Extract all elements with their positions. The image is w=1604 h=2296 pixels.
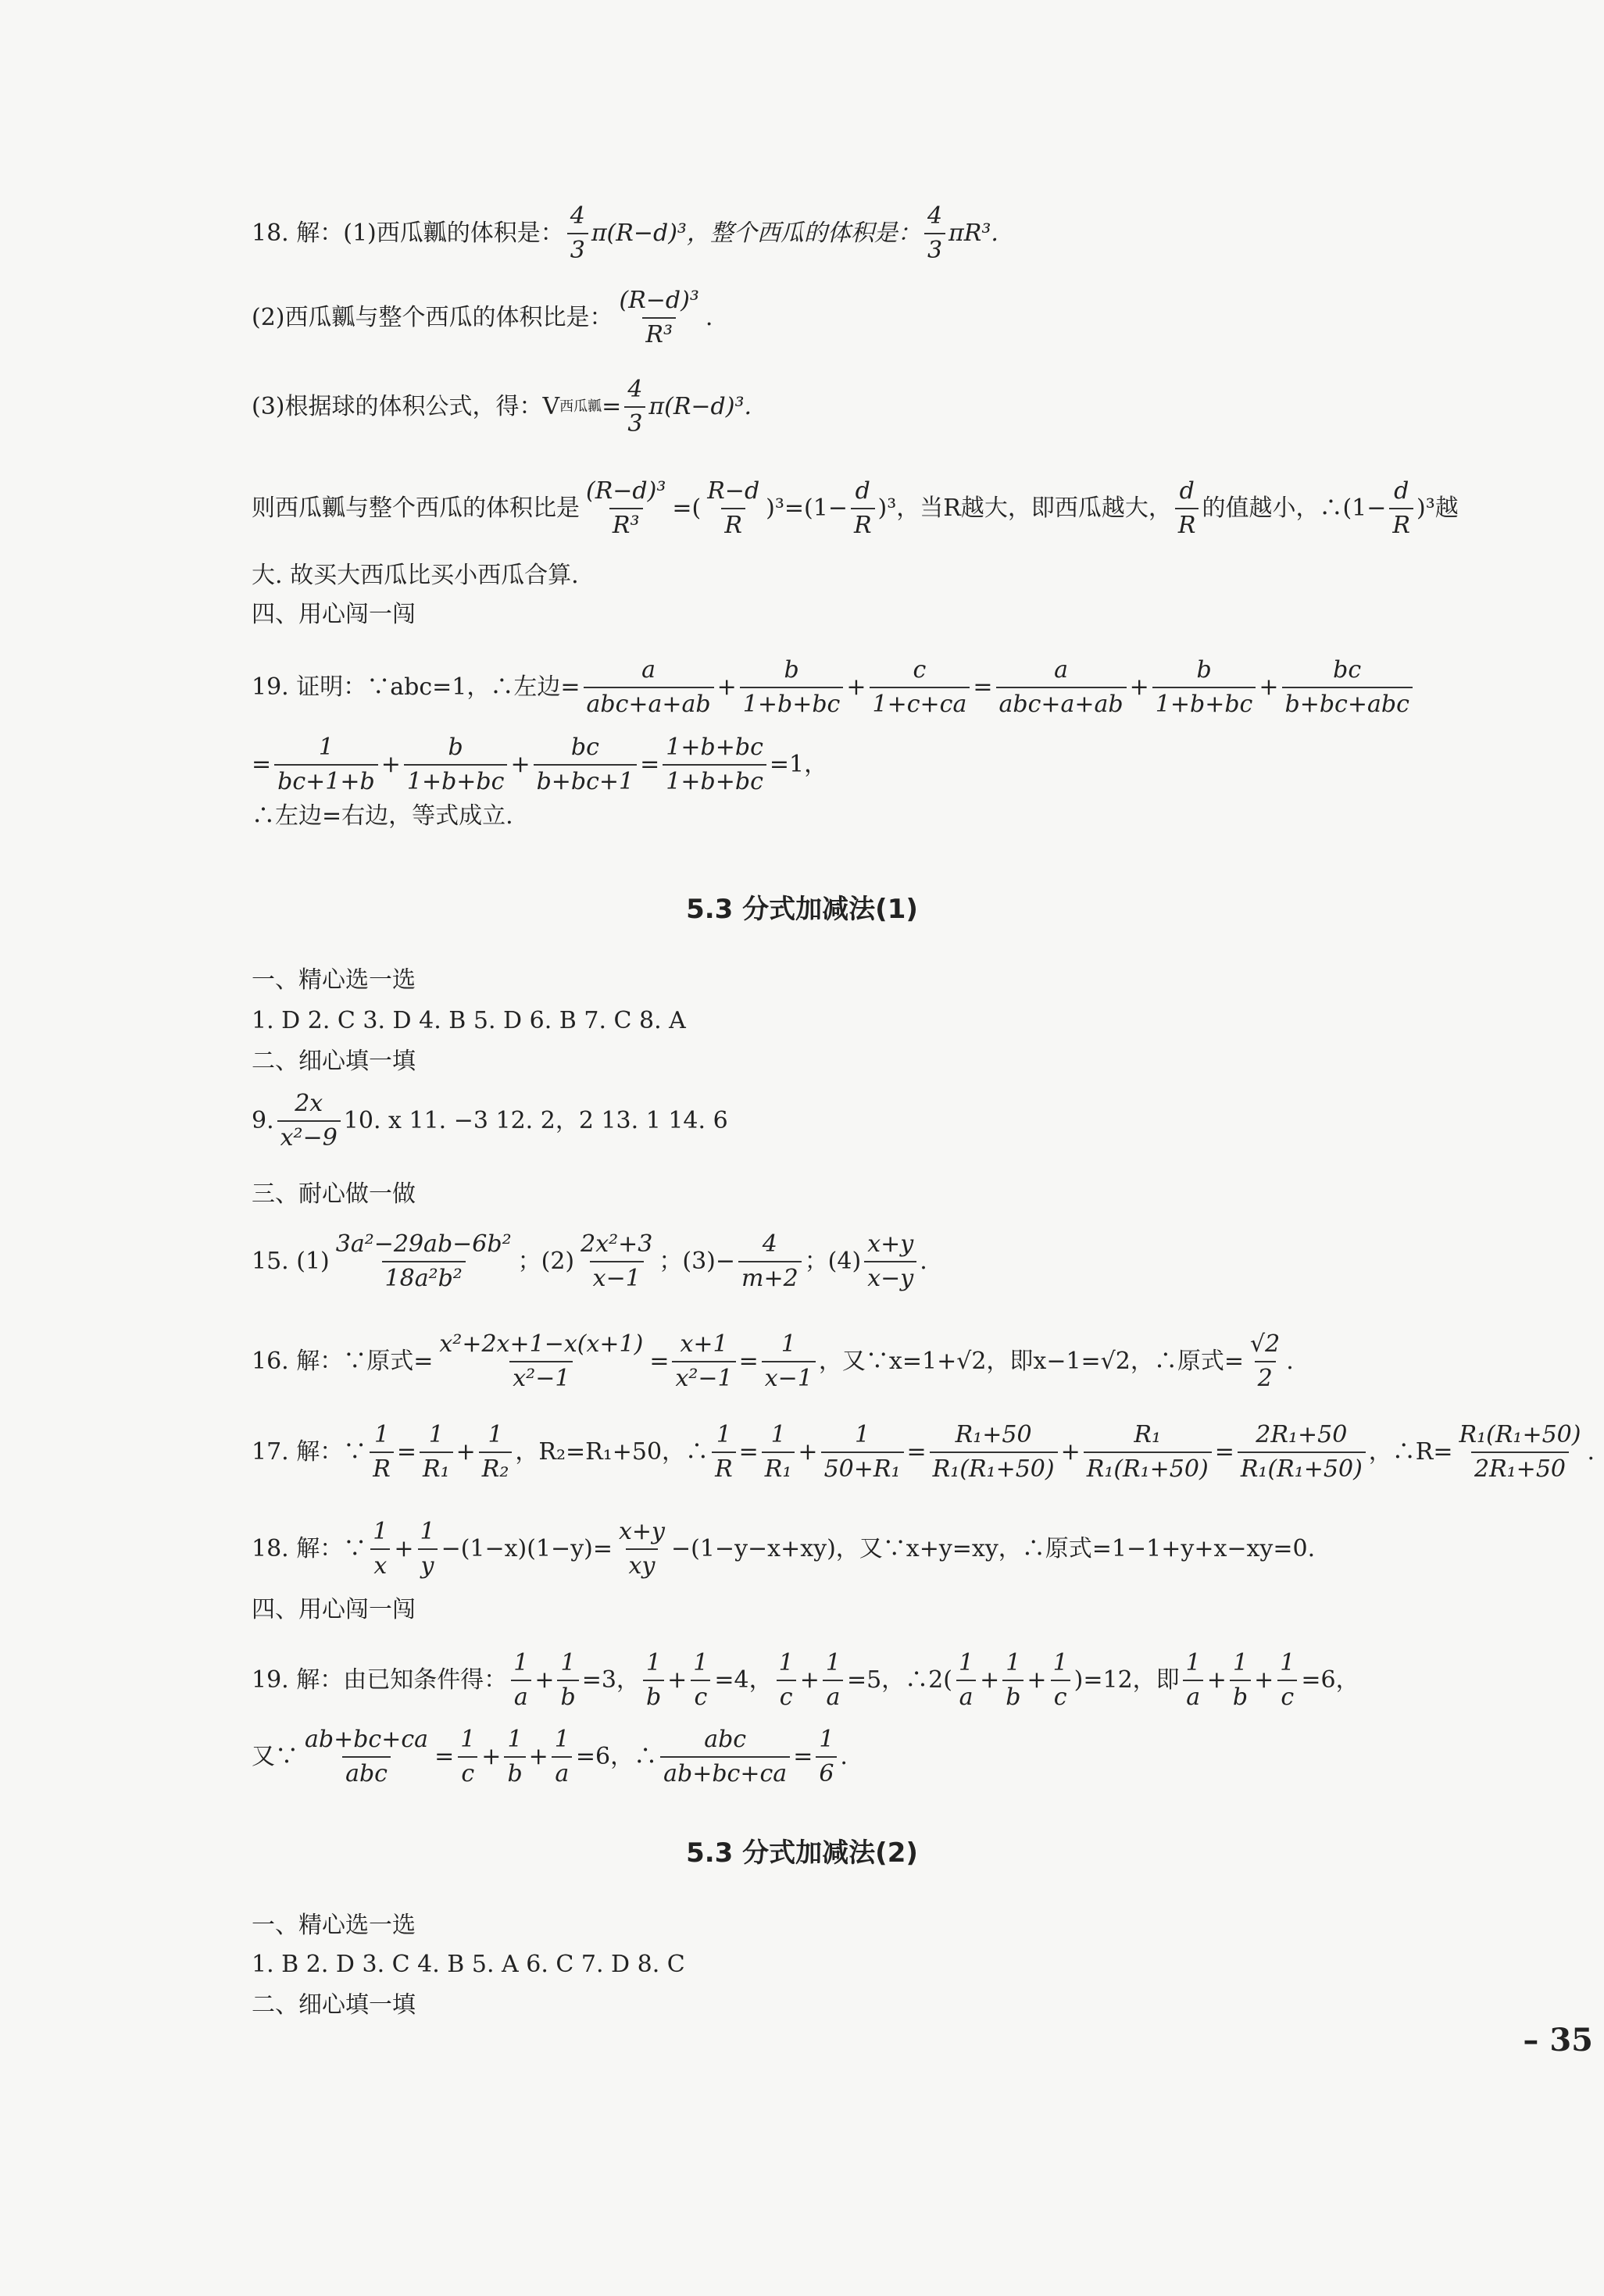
- text: 9.: [252, 1107, 274, 1134]
- fraction: $\frac{b}{1+b+bc}$: [740, 659, 844, 716]
- fraction: $\frac{1}{R}$: [712, 1423, 736, 1481]
- text: )=12，即: [1074, 1666, 1180, 1694]
- text: =6，∴: [575, 1743, 658, 1770]
- text-line: ∴左边=右边，等式成立.: [252, 802, 513, 830]
- fraction: $\frac{bc}{b+bc+1}$: [534, 736, 638, 794]
- text: )³=(1−: [766, 495, 848, 522]
- fraction: $\frac{1}{\text{50+R₁}}$: [821, 1423, 904, 1481]
- fraction: $\frac{x+y}{xy}$: [618, 1518, 665, 1580]
- line-19-proof: 19. 证明：∵abc=1，∴左边= $\frac{a}{\text{abc+a+ab}}$ + $\frac{b}{1+b+bc}$ + $\frac{c}{1+c+ca}$ = $\frac{a}{\text{abc+a+ab}}$ + $\frac{b}{1+b+bc}$ + $\frac{bc}{\text{b+bc+abc}}$: [252, 659, 1416, 716]
- fraction: $\frac{1}{a}$: [956, 1651, 977, 1709]
- section-heading: 四、用心闯一闯: [252, 601, 416, 628]
- text: 10. x 11. −3 12. 2，2 13. 1 14. 6: [343, 1107, 728, 1134]
- text: 则西瓜瓤与整个西瓜的体积比是: [252, 495, 580, 522]
- line-18-1: [252, 202, 998, 264]
- fraction: $\frac{1}{b}$: [504, 1728, 525, 1786]
- text: π(R−d)³，整个西瓜的体积是：: [591, 220, 921, 247]
- fraction: $\frac{1}{c}$: [776, 1651, 797, 1709]
- answers-line: 1. D 2. C 3. D 4. B 5. D 6. B 7. C 8. A: [252, 1007, 686, 1034]
- fraction: $\frac{2x}{\text{x²−9}}$: [277, 1092, 341, 1150]
- section-heading: 三、耐心做一做: [252, 1180, 416, 1208]
- text: ，∴R=: [1368, 1438, 1453, 1466]
- fraction: $\frac{1}{b}$: [1230, 1651, 1251, 1709]
- text: (3)根据球的体积公式，得：V: [252, 393, 560, 420]
- fraction: $\frac{1}{c}$: [457, 1728, 478, 1786]
- section-heading: 二、细心填一填: [252, 1991, 416, 2019]
- text: =3，: [581, 1666, 640, 1694]
- fraction: $\frac{\text{(R−d)³}}{\text{R³}}$: [586, 477, 666, 539]
- fraction: $\frac{\text{x²+2x+1−x(x+1)}}{\text{x²−1}}$: [439, 1330, 644, 1392]
- fraction: $\frac{R-d}{R}$: [707, 477, 760, 539]
- fraction: $\frac{1+b+bc}{1+b+bc}$: [663, 736, 766, 794]
- fraction: $\frac{b}{1+b+bc}$: [1152, 659, 1256, 716]
- fraction: $\frac{4}{m+2}$: [738, 1233, 802, 1291]
- fraction: $\frac{\text{2R₁+50}}{\text{R₁(R₁+50)}}$: [1238, 1423, 1366, 1481]
- fraction: $\frac{1}{c}$: [690, 1651, 711, 1709]
- text: π(R−d)³.: [648, 393, 752, 420]
- text: ，R₂=R₁+50，∴: [515, 1438, 709, 1466]
- fraction: $\frac{1}{x-1}$: [762, 1333, 816, 1391]
- line-15: 15. (1) $\frac{\text{3a²−29ab−6b²}}{\text{18a²b²}}$ ；(2) $\frac{\text{2x²+3}}{x-1}$ ；(3)− $\frac{4}{m+2}$ ；(4) $\frac{x+y}{x-y}$ .: [252, 1230, 927, 1292]
- text: 18. 解：(1)西瓜瓤的体积是：: [252, 220, 564, 247]
- fraction: $\frac{a}{\text{abc+a+ab}}$: [584, 659, 714, 716]
- text: (2)西瓜瓤与整个西瓜的体积比是：: [252, 304, 613, 331]
- text: =4，: [714, 1666, 773, 1694]
- fraction: $\frac{d}{R}$: [1389, 480, 1413, 537]
- text: 19. 解：由已知条件得：: [252, 1666, 508, 1694]
- page-number: – 35: [1523, 2022, 1593, 2059]
- fraction: $\frac{1}{a}$: [823, 1651, 844, 1709]
- fraction: $\frac{1}{\text{R₁}}$: [420, 1423, 453, 1481]
- fraction: $\frac{1}{R}$: [370, 1423, 394, 1481]
- fraction: $\frac{d}{R}$: [1175, 480, 1199, 537]
- text: ；(3)−: [659, 1248, 736, 1275]
- text: 16. 解：∵原式=: [252, 1348, 434, 1375]
- fraction: $\frac{\text{(R−d)³}}{\text{R³}}$: [619, 287, 699, 348]
- fraction: $\frac{\text{3a²−29ab−6b²}}{\text{18a²b²}}$: [335, 1230, 512, 1292]
- line-19-2: 又∵ $\frac{ab+bc+ca}{\text{abc}}$ = $\frac{1}{c}$ + $\frac{1}{b}$ + $\frac{1}{a}$ =6，∴ $\frac{\text{abc}}{ab+bc+ca}$ = $\frac{1}{6}$ .: [252, 1726, 848, 1787]
- fraction: $\frac{1}{a}$: [1183, 1651, 1204, 1709]
- text: 15. (1): [252, 1248, 330, 1275]
- text: 的值越小，∴(1−: [1202, 495, 1387, 522]
- text: 19. 证明：∵abc=1，∴左边=: [252, 673, 581, 701]
- line-17: 17. 解：∵ $\frac{1}{R}$ = $\frac{1}{\text{R₁}}$ + $\frac{1}{\text{R₂}}$ ，R₂=R₁+50，∴ $\frac{1}{R}$ = $\frac{1}{\text{R₁}}$ + $\frac{1}{\text{50+R₁}}$ = $\frac{\text{R₁+50}}{\text{R₁(R₁+50)}}$ + $\frac{\text{R₁}}{\text{R₁(R₁+50)}}$ = $\frac{\text{2R₁+50}}{\text{R₁(R₁+50)}}$ ，∴R= $\frac{\text{R₁(R₁+50)}}{\text{2R₁+50}}$ .: [252, 1421, 1595, 1483]
- text: −(1−x)(1−y)=: [441, 1535, 613, 1562]
- fraction: $\frac{4}{3}$: [567, 205, 588, 262]
- text: =6，: [1301, 1666, 1359, 1694]
- fraction: $\frac{1}{y}$: [416, 1520, 438, 1578]
- fraction: $\frac{b}{1+b+bc}$: [404, 736, 508, 794]
- fraction: $\frac{x+1}{\text{x²−1}}$: [672, 1333, 735, 1391]
- text: ；(4): [804, 1248, 862, 1275]
- fraction: $\frac{c}{1+c+ca}$: [870, 659, 970, 716]
- answers-line: 1. B 2. D 3. C 4. B 5. A 6. C 7. D 8. C: [252, 1951, 685, 1978]
- text: =(: [672, 495, 702, 522]
- text: =1，: [769, 751, 828, 778]
- fraction: $\frac{\text{R₁(R₁+50)}}{\text{2R₁+50}}$: [1459, 1421, 1581, 1483]
- section-heading: 一、精心选一选: [252, 1912, 416, 1939]
- text: 17. 解：∵: [252, 1438, 367, 1466]
- fraction: $\frac{1}{b}$: [1002, 1651, 1023, 1709]
- fraction: $\frac{1}{b}$: [643, 1651, 664, 1709]
- section-title: 5.3 分式加减法(2): [686, 1837, 918, 1869]
- text: 18. 解：∵: [252, 1535, 367, 1562]
- text: πR³.: [948, 220, 998, 247]
- line-9-14: [252, 1092, 728, 1150]
- fraction: $\frac{\text{2x²+3}}{x-1}$: [581, 1230, 653, 1292]
- line-18-ratio: [252, 477, 1459, 539]
- text: 又∵: [252, 1743, 298, 1770]
- fraction: $\frac{ab+bc+ca}{\text{abc}}$: [305, 1726, 429, 1787]
- text: )³越: [1416, 495, 1459, 522]
- text: =5，∴2(: [846, 1666, 952, 1694]
- line-18-2: (2)西瓜瓤与整个西瓜的体积比是： $\frac{\text{(R−d)³}}{\text{R³}}$ .: [252, 287, 713, 348]
- section-heading: 一、精心选一选: [252, 966, 416, 994]
- fraction: $\frac{x+y}{x-y}$: [864, 1233, 916, 1291]
- fraction: $\frac{4}{3}$: [624, 378, 645, 436]
- line-19: 19. 解：由已知条件得： $\frac{1}{a}$ + $\frac{1}{b}$ =3， $\frac{1}{b}$ + $\frac{1}{c}$ =4， $\frac{1}{c}$ + $\frac{1}{a}$ =5，∴2( $\frac{1}{a}$ + $\frac{1}{b}$ + $\frac{1}{c}$ )=12，即 $\frac{1}{a}$ + $\frac{1}{b}$ + $\frac{1}{c}$ =6，: [252, 1649, 1359, 1711]
- fraction: $\frac{a}{\text{abc+a+ab}}$: [996, 659, 1127, 716]
- text: =: [602, 393, 622, 420]
- fraction: $\frac{\text{R₁}}{\text{R₁(R₁+50)}}$: [1084, 1423, 1212, 1481]
- fraction: $\frac{1}{\text{R₂}}$: [479, 1423, 513, 1481]
- section-title: 5.3 分式加减法(1): [686, 894, 918, 925]
- fraction: $\frac{1}{c}$: [1050, 1651, 1071, 1709]
- fraction: $\frac{√2}{2}$: [1250, 1330, 1281, 1392]
- fraction: $\frac{1}{6}$: [816, 1728, 837, 1786]
- fraction: $\frac{1}{c}$: [1277, 1651, 1298, 1709]
- text: )³，当R越大，即西瓜越大，: [877, 495, 1172, 522]
- fraction: $\frac{1}{x}$: [370, 1520, 391, 1578]
- fraction: $\frac{1}{\text{R₁}}$: [762, 1423, 795, 1481]
- text-line: 大. 故买大西瓜比买小西瓜合算.: [252, 562, 579, 589]
- subscript: 西瓜瓤: [559, 398, 602, 415]
- fraction: $\frac{d}{R}$: [851, 480, 875, 537]
- line-19-proof-2: = $\frac{1}{bc+1+b}$ + $\frac{b}{1+b+bc}$ + $\frac{bc}{b+bc+1}$ = $\frac{1+b+bc}{1+b+bc}$ =1，: [252, 734, 828, 795]
- fraction: $\frac{1}{bc+1+b}$: [274, 736, 378, 794]
- fraction: $\frac{1}{a}$: [510, 1651, 531, 1709]
- section-heading: 四、用心闯一闯: [252, 1596, 416, 1623]
- fraction: $\frac{1}{a}$: [552, 1728, 573, 1786]
- fraction: $\frac{bc}{\text{b+bc+abc}}$: [1282, 659, 1413, 716]
- line-18: 18. 解：∵ $\frac{1}{x}$ + $\frac{1}{y}$ −(1−x)(1−y)= $\frac{x+y}{xy}$ −(1−y−x+xy)，又∵x+y=xy，∴原式=1−1+y+x−xy=0.: [252, 1518, 1316, 1580]
- text: −(1−y−x+xy)，又∵x+y=xy，∴原式=1−1+y+x−xy=0.: [671, 1535, 1316, 1562]
- text: ；(2): [517, 1248, 575, 1275]
- fraction: $\frac{1}{b}$: [557, 1651, 578, 1709]
- text: ，又∵x=1+√2，即x−1=√2，∴原式=: [818, 1348, 1245, 1375]
- line-18-3: [252, 378, 752, 436]
- fraction: $\frac{4}{3}$: [924, 205, 945, 262]
- line-16: 16. 解：∵原式= $\frac{\text{x²+2x+1−x(x+1)}}{\text{x²−1}}$ = $\frac{x+1}{\text{x²−1}}$ = $\frac{1}{x-1}$ ，又∵x=1+√2，即x−1=√2，∴原式= $\frac{√2}{2}$ .: [252, 1330, 1294, 1392]
- fraction: $\frac{\text{R₁+50}}{\text{R₁(R₁+50)}}$: [930, 1423, 1058, 1481]
- fraction: $\frac{\text{abc}}{ab+bc+ca}$: [660, 1728, 790, 1786]
- section-heading: 二、细心填一填: [252, 1048, 416, 1075]
